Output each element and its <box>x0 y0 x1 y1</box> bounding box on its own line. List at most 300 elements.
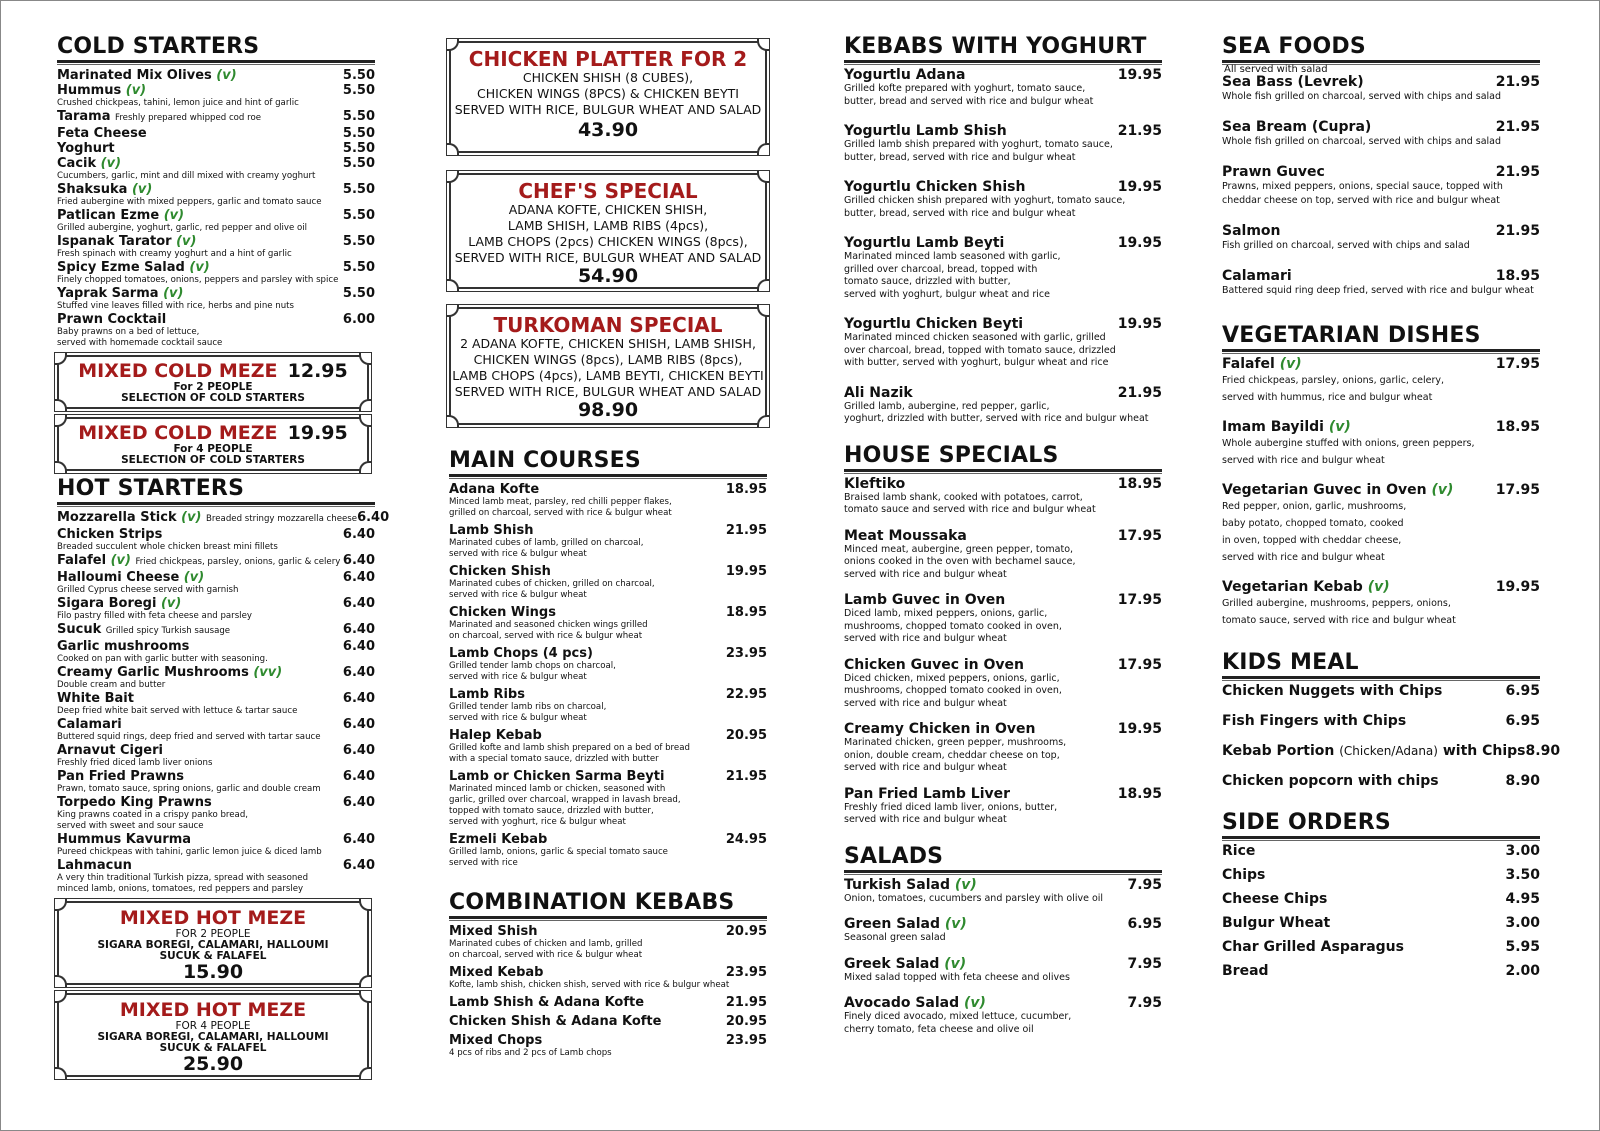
menu-item-price: 6.40 <box>342 795 375 810</box>
menu-item-name <box>844 658 1024 673</box>
item-name-text: Salmon <box>1222 223 1281 239</box>
menu-item-price: 19.95 <box>1117 179 1162 195</box>
menu-item-price: 18.95 <box>1117 785 1162 802</box>
item-name-text: Sea Bream (Cupra) <box>1222 119 1372 135</box>
menu-item-name <box>57 795 212 810</box>
item-name-text: Lamb Ribs <box>449 687 525 702</box>
menu-item-price: 2.00 <box>1505 963 1540 979</box>
menu-item-row <box>1222 75 1540 90</box>
menu-item-row <box>57 126 375 141</box>
vegetarian-icon: (v) <box>163 286 184 301</box>
menu-item <box>449 646 767 683</box>
menu-item <box>844 317 1162 370</box>
vegetarian-icon: (vv) <box>253 665 283 680</box>
menu-item-price: 23.95 <box>725 646 767 661</box>
menu-item-name <box>844 996 986 1011</box>
menu-item-description: Diced lamb, mixed peppers, onions, garlic, mushrooms, chopped tomato cooked in oven, served with rice and bulgur wheat <box>844 608 1062 644</box>
menu-item-name <box>844 529 967 544</box>
menu-item-name <box>844 957 966 972</box>
box-price: 98.90 <box>577 399 639 421</box>
vegetarian-icon: (v) <box>176 234 197 249</box>
menu-item-name <box>57 691 134 706</box>
menu-item-description: Marinated minced lamb or chicken, seasoned with garlic, grilled over charcoal, wrapped in lavash bread, topped with tomato sauce, drizzled with butter, served with yoghurt, rice & bulgur wheat <box>449 784 681 827</box>
menu-item <box>57 717 375 743</box>
vegetarian-icon: (v) <box>1328 419 1351 435</box>
menu-item-description: Pureed chickpeas with tahini, garlic lemon juice & diced lamb <box>57 847 322 857</box>
vegetarian-icon: (v) <box>125 83 147 98</box>
item-name-text: Prawn Cocktail <box>57 312 167 327</box>
menu-item <box>57 795 375 832</box>
box-line: LAMB CHOPS (4pcs), LAMB BEYTI, CHICKEN BEYTI <box>452 368 764 383</box>
menu-item-description: Crushed chickpeas, tahini, lemon juice and hint of garlic <box>57 98 299 108</box>
section-rule <box>844 60 1162 65</box>
vegetarian-icon: (v) <box>1279 356 1302 372</box>
mixed-hot-meze-4-box <box>57 993 369 1077</box>
menu-item <box>844 878 1162 906</box>
menu-item-row <box>449 728 767 743</box>
item-name-text: Chicken Strips <box>57 527 163 542</box>
menu-item-description: Finely chopped tomatoes, onions, peppers and parsley with spice <box>57 275 339 285</box>
item-name-text: Pan Fried Prawns <box>57 769 185 784</box>
menu-item-price: 6.95 <box>1505 713 1540 729</box>
menu-item-row <box>1222 224 1540 239</box>
menu-item-row <box>57 286 375 301</box>
menu-item-price: 23.95 <box>725 965 767 980</box>
menu-item <box>844 529 1162 582</box>
vegetarian-icon: (v) <box>131 182 153 197</box>
item-name-text: Adana Kofte <box>449 482 540 497</box>
menu-item-price: 18.95 <box>725 482 767 497</box>
menu-item <box>57 83 375 109</box>
menu-item-name <box>1222 844 1255 859</box>
menu-item-description: Grilled lamb shish prepared with yoghurt, tomato sauce, butter, bread, served with rice and bulgur wheat <box>844 139 1113 163</box>
menu-item-price: 21.95 <box>1117 123 1162 139</box>
menu-item-description: Whole fish grilled on charcoal, served with chips and salad <box>1222 91 1502 102</box>
item-name-note: (Chicken/Adana) <box>1339 744 1438 758</box>
menu-item-row <box>57 109 375 126</box>
menu-item-row <box>57 312 375 327</box>
section-rule <box>57 502 375 507</box>
box-line: For 2 PEOPLE <box>173 381 253 393</box>
menu-item-name <box>57 553 340 570</box>
menu-item-name <box>57 234 196 249</box>
menu-item-price: 5.50 <box>342 182 375 197</box>
menu-item-row <box>844 957 1162 972</box>
menu-item-row <box>57 622 375 639</box>
menu-item-name <box>57 717 122 732</box>
menu-item-description: Grilled kofte and lamb shish prepared on a bed of bread with a special tomato sauce, drizzled with butter <box>449 743 690 764</box>
vegetarian-icon: (v) <box>160 596 182 611</box>
house-specials-section <box>844 444 1162 827</box>
menu-item-description: Breaded succulent whole chicken breast mini fillets <box>57 542 278 552</box>
menu-item-description: Grilled kofte prepared with yoghurt, tomato sauce, butter, bread and served with rice and bulgur wheat <box>844 83 1094 107</box>
menu-item <box>57 156 375 182</box>
section-rule <box>1222 836 1540 841</box>
item-name-text: Avocado Salad <box>844 995 960 1011</box>
menu-item-description: Marinated cubes of chicken, grilled on charcoal, served with rice & bulgur wheat <box>449 579 655 600</box>
section-rule <box>449 474 767 479</box>
item-name-text: Sigara Boregi <box>57 596 157 611</box>
section-rule <box>844 870 1162 875</box>
item-name-text: Lamb or Chicken Sarma Beyti <box>449 769 665 784</box>
menu-item-price: 4.95 <box>1505 891 1540 907</box>
menu-item <box>1222 420 1540 469</box>
menu-item-description: Mixed salad topped with feta cheese and olives <box>844 971 1070 983</box>
chicken-platter-box <box>449 41 767 153</box>
menu-item-price: 3.00 <box>1505 843 1540 859</box>
menu-item-row <box>844 477 1162 492</box>
menu-item-price: 8.90 <box>1525 743 1561 759</box>
menu-item-description: Prawns, mixed peppers, onions, special sauce, topped with cheddar cheese on top, served with rice and bulgur wheat <box>1222 181 1503 206</box>
turkoman-special-box <box>449 307 767 425</box>
menu-item-description: Baby prawns on a bed of lettuce, served with homemade cocktail sauce <box>57 327 223 348</box>
menu-item-price: 6.40 <box>342 832 375 847</box>
item-inline-note: Grilled spicy Turkish sausage <box>105 626 231 636</box>
menu-item-description: Seasonal green salad <box>844 932 946 943</box>
menu-item-description: Fried aubergine with mixed peppers, garlic and tomato sauce <box>57 197 322 207</box>
item-name-text: Cheese Chips <box>1222 891 1328 907</box>
menu-item-price: 6.95 <box>1505 683 1540 699</box>
menu-item-price: 23.95 <box>725 1033 767 1048</box>
menu-item-name <box>449 832 547 847</box>
menu-item-row <box>57 639 375 654</box>
menu-item-price: 17.95 <box>1495 356 1540 372</box>
menu-item <box>57 208 375 234</box>
section-rule <box>844 469 1162 474</box>
menu-item-name <box>844 386 913 401</box>
menu-item <box>57 510 390 527</box>
menu-item-name <box>1222 964 1269 979</box>
menu-item <box>449 482 767 519</box>
menu-item-price: 6.40 <box>342 622 375 637</box>
menu-item-price: 21.95 <box>1117 384 1162 401</box>
menu-item-name <box>57 68 237 83</box>
menu-item-description: Fish grilled on charcoal, served with chips and salad <box>1222 240 1470 251</box>
vegetarian-icon: (v) <box>163 208 185 223</box>
menu-item-name <box>1222 868 1265 883</box>
menu-item-description: Onion, tomatoes, cucumbers and parsley with olive oil <box>844 892 1104 904</box>
menu-item-name <box>449 1014 661 1029</box>
box-title: CHEF'S SPECIAL <box>518 179 698 203</box>
menu-item-price: 5.95 <box>1505 939 1540 955</box>
menu-item-row <box>1222 714 1540 729</box>
item-name-text: Ali Nazik <box>844 384 913 401</box>
box-line: CHICKEN WINGS (8PCS) & CHICKEN BEYTI <box>477 86 739 101</box>
menu-item-name <box>1222 269 1292 284</box>
menu-item <box>844 386 1162 426</box>
menu-item-row <box>449 564 767 579</box>
section-title: SALADS <box>844 843 944 869</box>
menu-item-name <box>844 878 977 893</box>
menu-item-name <box>57 665 282 680</box>
menu-item <box>57 832 375 858</box>
menu-item-price: 19.95 <box>725 564 767 579</box>
item-name-text: Rice <box>1222 843 1256 859</box>
box-price: 15.90 <box>182 961 244 983</box>
menu-item-name <box>844 124 1007 139</box>
menu-item-price: 21.95 <box>725 995 767 1010</box>
menu-item-price: 20.95 <box>725 1014 767 1029</box>
menu-item-name <box>449 924 538 939</box>
menu-item-description: Grilled lamb, aubergine, red pepper, garlic, yoghurt, drizzled with butter, served with rice and bulgur wheat <box>844 400 1149 424</box>
menu-item-name <box>1222 420 1351 435</box>
section-rule <box>449 916 767 921</box>
mixed-cold-meze-2-box <box>57 355 369 409</box>
vegetarian-icon: (v) <box>110 553 131 568</box>
menu-item-row <box>1222 357 1540 372</box>
menu-item <box>57 858 375 895</box>
box-title: TURKOMAN SPECIAL <box>493 313 723 337</box>
menu-item-price: 20.95 <box>725 924 767 939</box>
menu-item-price: 19.95 <box>1495 579 1540 595</box>
menu-item-row <box>1222 580 1540 595</box>
menu-item-name <box>844 917 967 932</box>
menu-item-row <box>844 878 1162 893</box>
menu-item-description: Deep fried white bait served with lettuce & tartar sauce <box>57 706 298 716</box>
menu-item-name <box>1222 75 1364 90</box>
item-name-text: Imam Bayildi <box>1222 419 1324 435</box>
menu-item-description: Grilled tender lamb ribs on charcoal, served with rice & bulgur wheat <box>449 702 607 723</box>
menu-item-row <box>844 996 1162 1011</box>
box-title: MIXED COLD MEZE <box>78 360 278 382</box>
box-title: MIXED HOT MEZE <box>119 999 307 1021</box>
item-name-text: Mixed Shish <box>449 924 538 939</box>
section-title: VEGETARIAN DISHES <box>1222 323 1481 348</box>
menu-item-row <box>449 482 767 497</box>
menu-item-description: Buttered squid rings, deep fried and served with tartar sauce <box>57 732 321 742</box>
kids-meal-section <box>1222 650 1561 789</box>
menu-item <box>1222 964 1540 979</box>
menu-item-row <box>844 529 1162 544</box>
menu-item-name <box>449 564 551 579</box>
menu-item-price: 17.95 <box>1117 656 1162 673</box>
menu-item-row <box>1222 269 1540 284</box>
menu-item <box>449 605 767 642</box>
menu-item-description: Kofte, lamb shish, chicken shish, served with rice & bulgur wheat <box>449 980 730 990</box>
menu-item-name <box>1222 224 1281 239</box>
menu-item-row <box>57 234 375 249</box>
menu-item-row <box>1222 743 1561 759</box>
menu-item-row <box>57 527 375 542</box>
menu-item-price: 3.00 <box>1505 915 1540 931</box>
cold-starters-section <box>57 35 375 349</box>
menu-item-price: 18.95 <box>1495 268 1540 284</box>
menu-item <box>449 924 767 961</box>
menu-item-price: 21.95 <box>1495 119 1540 135</box>
menu-item-row <box>844 236 1162 251</box>
menu-item-price: 19.95 <box>1117 316 1162 332</box>
menu-item-name <box>57 126 147 141</box>
item-name-text: White Bait <box>57 691 134 706</box>
menu-item-name <box>844 68 965 83</box>
menu-item <box>1222 580 1540 629</box>
menu-item-name <box>57 527 162 542</box>
menu-item-price: 6.40 <box>342 639 375 654</box>
menu-item-name <box>57 208 184 223</box>
item-name-text: Halep Kebab <box>449 728 542 743</box>
box-line: SERVED WITH RICE, BULGUR WHEAT AND SALAD <box>454 384 762 399</box>
menu-item-description: Grilled aubergine, yoghurt, garlic, red pepper and olive oil <box>57 223 308 233</box>
menu-item-name <box>57 622 230 639</box>
menu-item-row <box>844 658 1162 673</box>
menu-item <box>449 965 767 991</box>
menu-item <box>1222 868 1540 883</box>
menu-item-description: Marinated cubes of lamb, grilled on charcoal, served with rice & bulgur wheat <box>449 538 644 559</box>
item-inline-note: Fried chickpeas, parsley, onions, garlic & celery <box>135 557 341 567</box>
section-rule <box>1222 676 1540 681</box>
menu-item <box>57 596 375 622</box>
section-rule <box>1222 349 1540 354</box>
item-name-text: Kleftiko <box>844 475 906 492</box>
menu-item <box>844 722 1162 775</box>
menu-item-description: Grilled Cyprus cheese served with garnish <box>57 585 239 595</box>
menu-item <box>449 1033 767 1059</box>
menu-item-row <box>57 156 375 171</box>
menu-item <box>449 1014 767 1029</box>
menu-item-name <box>449 728 542 743</box>
menu-item-row <box>844 68 1162 83</box>
menu-item <box>57 527 375 553</box>
menu-item-row <box>844 124 1162 139</box>
menu-item-row <box>844 593 1162 608</box>
menu-item-row <box>57 260 375 275</box>
menu-item-row <box>1222 844 1540 859</box>
menu-item-description: Freshly fried diced lamb liver, onions, butter, served with rice and bulgur wheat <box>844 801 1058 825</box>
item-name-text: Pan Fried Lamb Liver <box>844 785 1011 802</box>
menu-item <box>844 917 1162 945</box>
item-name-text: Vegetarian Kebab <box>1222 579 1363 595</box>
menu-item <box>1222 483 1540 566</box>
menu-item-row <box>449 995 767 1010</box>
menu-item-description: 4 pcs of ribs and 2 pcs of Lamb chops <box>449 1048 612 1058</box>
menu-item-price: 6.40 <box>342 570 375 585</box>
menu-item-row <box>844 917 1162 932</box>
menu-item-name <box>1222 580 1390 595</box>
vegetarian-icon: (v) <box>944 916 967 932</box>
item-name-text: Yogurtlu Lamb Beyti <box>844 235 1005 251</box>
item-name-text: Spicy Ezme Salad <box>57 260 185 275</box>
menu-item-name <box>1222 120 1371 135</box>
menu-item-name <box>57 109 261 126</box>
menu-item-description: Battered squid ring deep fried, served with rice and bulgur wheat <box>1222 285 1534 296</box>
menu-item-row <box>449 523 767 538</box>
menu-item <box>57 639 375 665</box>
menu-item <box>57 570 375 596</box>
menu-item-row <box>1222 964 1540 979</box>
box-price: 54.90 <box>577 265 639 287</box>
menu-item-name <box>844 180 1025 195</box>
item-name-text: Yogurtlu Adana <box>844 67 966 83</box>
menu-item-price: 18.95 <box>1495 419 1540 435</box>
item-name-text: Lamb Shish & Adana Kofte <box>449 995 645 1010</box>
item-name-text: Falafel <box>57 553 107 568</box>
menu-item-price: 21.95 <box>1495 223 1540 239</box>
menu-item <box>449 728 767 765</box>
menu-item <box>449 995 767 1010</box>
box-line: SELECTION OF COLD STARTERS <box>121 454 305 466</box>
column-4 <box>1222 34 1561 979</box>
menu-item-price: 17.95 <box>1117 527 1162 544</box>
box-line: LAMB SHISH, LAMB RIBS (4pcs), <box>507 218 709 233</box>
menu-item <box>844 996 1162 1036</box>
menu-item-name <box>57 858 132 873</box>
kebabs-with-yoghurt-section <box>844 35 1162 426</box>
section-title: SIDE ORDERS <box>1222 810 1391 835</box>
menu-item-row <box>449 1014 767 1029</box>
menu-item <box>1222 940 1540 955</box>
menu-item-description: Marinated minced chicken seasoned with garlic, grilled over charcoal, bread, topped with tomato sauce, drizzled with butter, served with yoghurt, bulgur wheat and rice <box>844 332 1116 368</box>
item-name-text: Tarama <box>57 109 111 124</box>
box-price: 19.95 <box>287 422 348 444</box>
menu-item <box>57 665 375 691</box>
item-name-text: Creamy Garlic Mushrooms <box>57 665 249 680</box>
menu-item-description: Grilled lamb, onions, garlic & special tomato sauce served with rice <box>449 847 668 868</box>
menu-item-description: A very thin traditional Turkish pizza, spread with seasoned minced lamb, onions, tomatoes, red peppers and parsley <box>57 873 309 894</box>
menu-item-row <box>449 832 767 847</box>
menu-item-row <box>844 386 1162 401</box>
menu-item-description: Freshly fried diced lamb liver onions <box>57 758 213 768</box>
menu-item-row <box>1222 892 1540 907</box>
menu-item-name <box>1222 684 1442 699</box>
item-name-text: Fish Fingers with Chips <box>1222 713 1407 729</box>
menu-item-description: Braised lamb shank, cooked with potatoes, carrot, tomato sauce and served with rice and bulgur wheat <box>844 491 1096 515</box>
menu-item-row <box>57 596 375 611</box>
item-name-text: Creamy Chicken in Oven <box>844 721 1036 737</box>
item-name-text: Calamari <box>1222 268 1292 284</box>
box-line: For 4 PEOPLE <box>173 443 253 455</box>
menu-item <box>57 260 375 286</box>
menu-item-row <box>57 717 375 732</box>
menu-item-name <box>449 769 664 784</box>
menu-item-name <box>844 236 1004 251</box>
menu-item-price: 6.40 <box>342 858 375 873</box>
menu-item-row <box>844 180 1162 195</box>
menu-item-description: Cooked on pan with garlic butter with seasoning. <box>57 654 268 664</box>
menu-item-row <box>1222 684 1540 699</box>
menu-item-row <box>1222 868 1540 883</box>
menu-item-price: 5.50 <box>342 109 375 124</box>
menu-item-description: Double cream and butter <box>57 680 166 690</box>
item-name-text: Sucuk <box>57 622 102 637</box>
box-line: SUCUK & FALAFEL <box>159 1042 267 1054</box>
side-orders-section <box>1222 811 1540 979</box>
menu-item-price: 6.40 <box>342 717 375 732</box>
menu-item-price: 21.95 <box>725 769 767 784</box>
item-name-text: Yogurtlu Chicken Shish <box>844 179 1026 195</box>
menu-item-row <box>449 1033 767 1048</box>
vegetarian-icon: (v) <box>100 156 122 171</box>
menu-item-price: 5.50 <box>342 234 375 249</box>
menu-item <box>57 553 375 570</box>
menu-item-row <box>57 858 375 873</box>
menu-item-price: 5.50 <box>342 141 375 156</box>
menu-item-name <box>1222 357 1302 372</box>
menu-item-name <box>449 482 539 497</box>
menu-item-price: 18.95 <box>1117 475 1162 492</box>
menu-item <box>1222 684 1540 699</box>
menu-item-price: 21.95 <box>1495 164 1540 180</box>
item-name-text: Lahmacun <box>57 858 132 873</box>
menu-item <box>57 182 375 208</box>
menu-item <box>57 312 375 349</box>
menu-item-description: Cucumbers, garlic, mint and dill mixed with creamy yoghurt <box>57 171 316 181</box>
menu-item-description: Filo pastry filled with feta cheese and parsley <box>57 611 252 621</box>
menu-item-price: 5.50 <box>342 208 375 223</box>
menu-item <box>57 234 375 260</box>
menu-item-price: 19.95 <box>1117 235 1162 251</box>
item-name-text: Halloumi Cheese <box>57 570 180 585</box>
section-title: HOT STARTERS <box>57 476 245 501</box>
